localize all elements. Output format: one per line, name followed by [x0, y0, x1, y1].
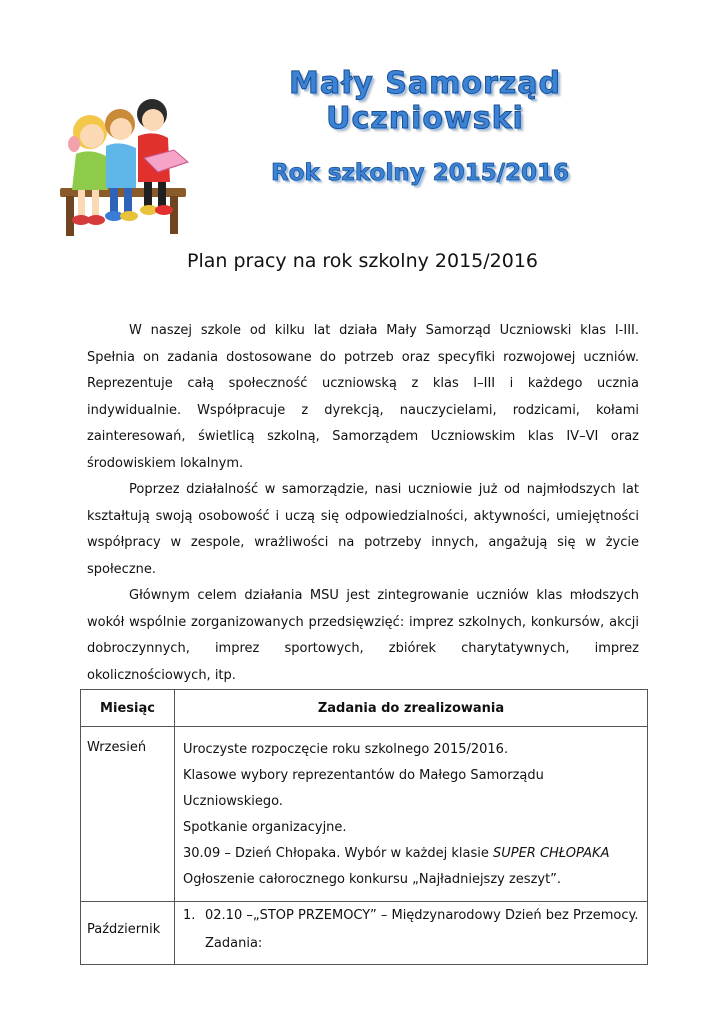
table-row: [81, 727, 648, 902]
task-item: [183, 841, 641, 867]
task-text: 02.10 –„STOP PRZEMOCY” – Międzynarodowy Dzień bez Przemocy.: [205, 908, 639, 923]
table-header-row: [81, 690, 648, 727]
table-row: [81, 902, 648, 965]
intro-text: [87, 318, 639, 689]
column-header-month: Miesiąc: [81, 690, 175, 727]
plan-heading: Plan pracy na rok szkolny 2015/2016: [186, 250, 539, 272]
task-item: Spotkanie organizacyjne.: [183, 820, 347, 835]
task-emphasis: SUPER CHŁOPAKA: [492, 846, 610, 861]
month-cell: Wrzesień: [81, 727, 175, 902]
column-header-tasks: Zadania do zrealizowania: [175, 690, 648, 727]
school-year-subtitle: Rok szkolny 2015/2016: [270, 160, 570, 186]
children-reading-illustration: [48, 92, 198, 240]
work-plan-table: [80, 689, 648, 965]
paragraph: Poprzez działalność w samorządzie, nasi uczniowie już od najmłodszych lat kształtują swoją osobowość i uczą się odpowiedzialności, aktywności, umiejętności współpracy w zespole, wrażliwości na potrzeby innych, angażują się w życie społeczne.: [87, 482, 639, 577]
paragraph: W naszej szkole od kilku lat działa Mały Samorząd Uczniowski klas I-III. Spełnia on zadania dostosowane do potrzeb oraz specyfiki rozwojowej uczniów. Reprezentuje całą społeczność uczniowską z klas I–III i każdego ucznia indywidualnie. Współpracuje z dyrekcją, nauczycielami, rodzicami, kołami zainteresowań, świetlicą szkolną, Samorządem Uczniowskim klas IV–VI oraz środowiskiem lokalnym.: [87, 323, 639, 471]
paragraph: Głównym celem działania MSU jest zintegrowanie uczniów klas młodszych wokół wspólnie zorganizowanych przedsięwzięć: imprez szkolnych, konkursów, akcji dobroczynnych, imprez sportowych, zbiórek charytatywnych, imprez okolicznościowych, itp.: [87, 588, 639, 683]
task-text: 30.09 – Dzień Chłopaka. Wybór w każdej klasie: [183, 846, 493, 861]
task-item: [183, 902, 641, 930]
task-item: Ogłoszenie całorocznego konkursu „Najładniejszy zeszyt”.: [183, 872, 562, 887]
task-subheading: Zadania:: [205, 936, 263, 951]
tasks-cell: [175, 727, 648, 902]
tasks-cell: [175, 902, 648, 965]
task-item: Uroczyste rozpoczęcie roku szkolnego 2015/2016.: [183, 742, 509, 757]
page-title: Mały Samorząd Uczniowski: [289, 66, 561, 136]
month-cell: Październik: [81, 902, 175, 965]
task-item: Klasowe wybory reprezentantów do Małego Samorządu Uczniowskiego.: [183, 768, 544, 809]
list-number: 1.: [183, 908, 196, 923]
